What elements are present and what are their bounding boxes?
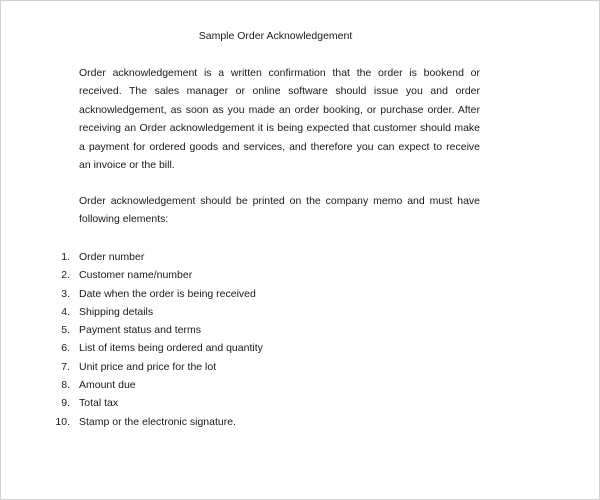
list-item-text: Payment status and terms	[79, 324, 201, 337]
list-item-text: Date when the order is being received	[79, 287, 256, 300]
list-item-number: 2.	[61, 269, 70, 282]
list-item-text: List of items being ordered and quantity	[79, 342, 263, 355]
list-item-text: Order number	[79, 251, 145, 263]
list-item-number: 8.	[61, 379, 70, 392]
list-item-text: Customer name/number	[79, 269, 193, 282]
list-item-text: Total tax	[79, 397, 119, 410]
list-item-number: 5.	[61, 324, 70, 337]
list-item-number: 1.	[61, 251, 70, 263]
intro-paragraph: Order acknowledgement is a written confirmation that the order is bookend or received. The sales manager or online software should issue you and order acknowledgement, as soon as you made an order booking, or purchase order. After receiving an Order acknowledgement it is being expected that customer should make a payment for ordered goods and services, and therefore you can expect to receive an invoice or the bill.	[79, 67, 480, 172]
list-item-number: 9.	[61, 397, 70, 410]
list-item-text: Amount due	[79, 379, 136, 392]
document-title: Sample Order Acknowledgement	[198, 30, 353, 42]
list-item-number: 7.	[61, 360, 70, 373]
elements-paragraph: Order acknowledgement should be printed on the company memo and must have following elements:	[79, 195, 480, 226]
list-item-number: 4.	[61, 305, 70, 318]
list-item-text: Unit price and price for the lot	[79, 360, 217, 373]
list-item-text: Stamp or the electronic signature.	[79, 415, 236, 428]
list-item-number: 10.	[55, 415, 70, 428]
list-item-number: 3.	[61, 287, 70, 300]
list-item-text: Shipping details	[79, 305, 154, 318]
list-item-number: 6.	[61, 342, 70, 355]
